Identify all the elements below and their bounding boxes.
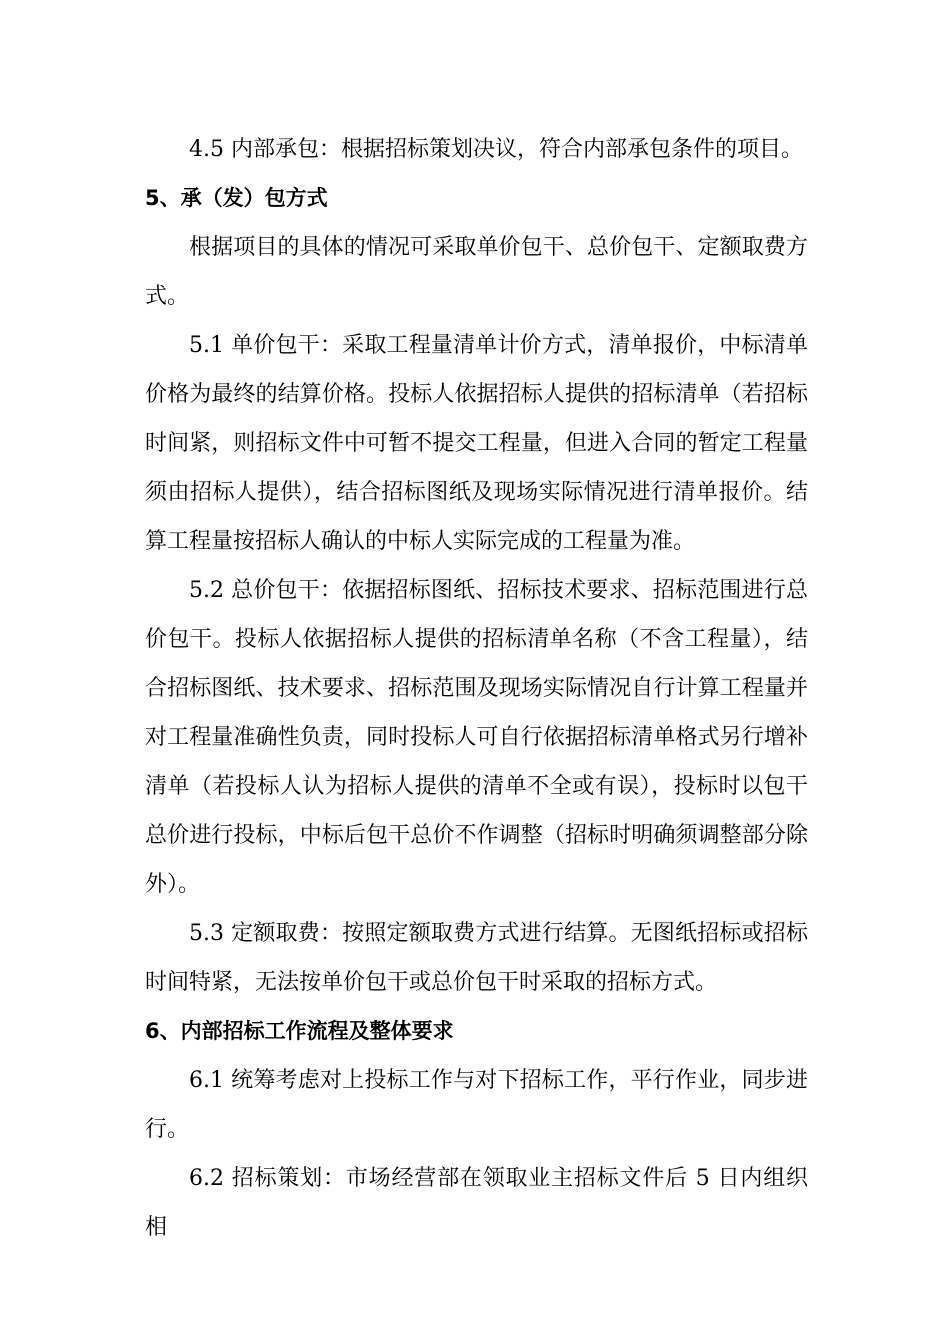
paragraph-5-intro: 根据项目的具体的情况可采取单价包干、总价包干、定额取费方式。	[145, 235, 808, 309]
heading-section-5: 5、承（发）包方式	[145, 186, 328, 210]
document-body	[145, 125, 808, 1252]
heading-section-6: 6、内部招标工作流程及整体要求	[145, 1019, 454, 1043]
paragraph-4-5: 4.5 内部承包：根据招标策划决议，符合内部承包条件的项目。	[189, 137, 803, 162]
paragraph-6-2: 6.2 招标策划：市场经营部在领取业主招标文件后 5 日内组织相	[145, 1166, 808, 1240]
paragraph-6-1: 6.1 统筹考虑对上投标工作与对下招标工作，平行作业，同步进行。	[145, 1068, 808, 1142]
paragraph-5-1: 5.1 单价包干：采取工程量清单计价方式，清单报价，中标清单价格为最终的结算价格。投标人依据招标人提供的招标清单（若招标时间紧，则招标文件中可暂不提交工程量，但进入合同的暂定工程量须由招标人提供），结合招标图纸及现场实际情况进行清单报价。结算工程量按招标人确认的中标人实际完成的工程量为准。	[145, 333, 808, 554]
paragraph-5-2: 5.2 总价包干：依据招标图纸、招标技术要求、招标范围进行总价包干。投标人依据招标人提供的招标清单名称（不含工程量），结合招标图纸、技术要求、招标范围及现场实际情况自行计算工程量并对工程量准确性负责，同时投标人可自行依据招标清单格式另行增补清单（若投标人认为招标人提供的清单不全或有误），投标时以包干总价进行投标，中标后包干总价不作调整（招标时明确须调整部分除外）。	[145, 578, 808, 897]
paragraph-5-3: 5.3 定额取费：按照定额取费方式进行结算。无图纸招标或招标时间特紧，无法按单价包干或总价包干时采取的招标方式。	[145, 921, 808, 995]
